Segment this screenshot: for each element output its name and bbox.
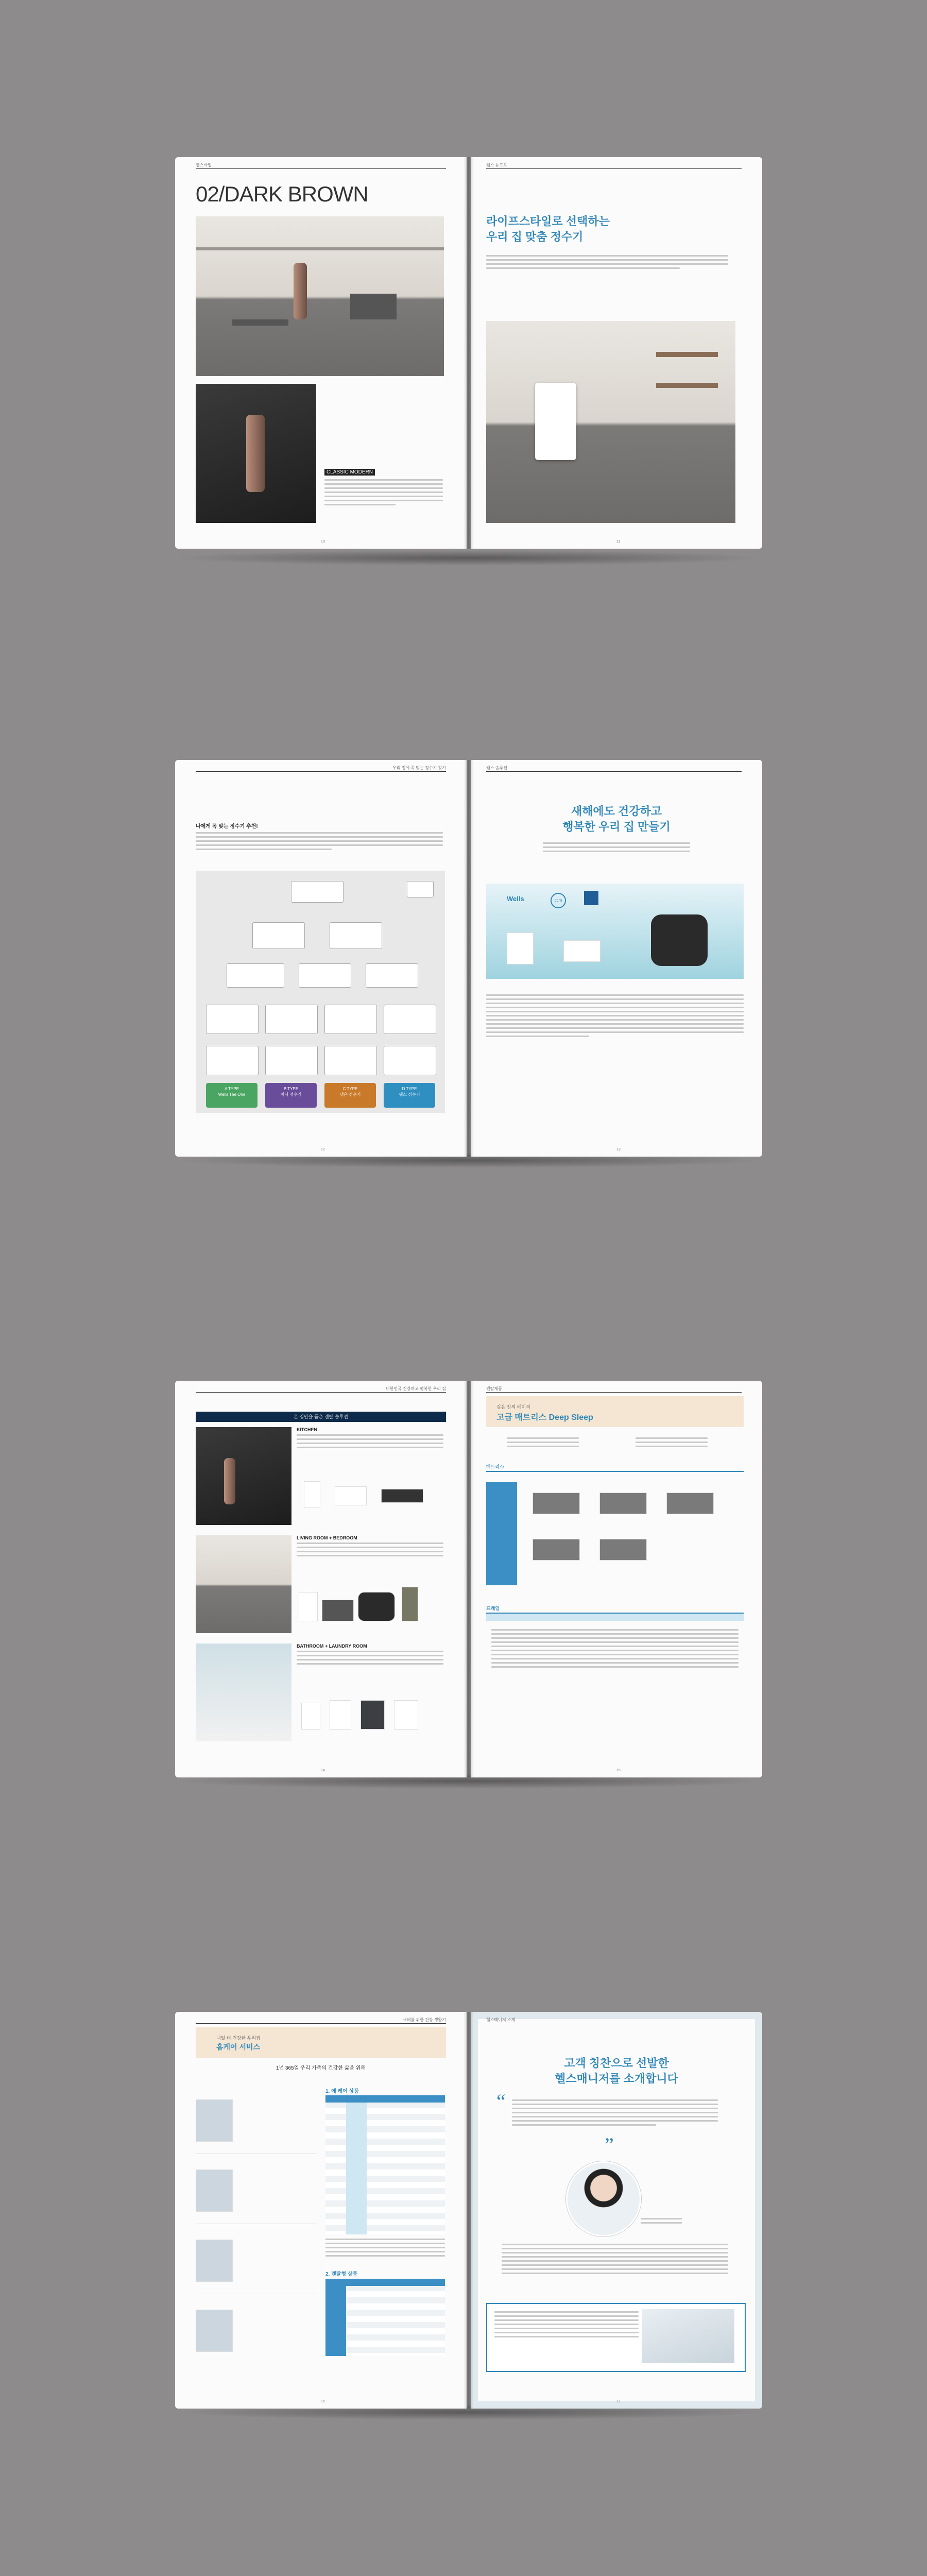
body-text bbox=[297, 1543, 443, 1559]
bathroom-photo bbox=[196, 1643, 291, 1741]
page-number: 14 bbox=[321, 1769, 325, 1772]
info-box bbox=[486, 2303, 746, 2372]
page-header: 헬스매니저 소개 bbox=[486, 2018, 516, 2022]
faucet-photo bbox=[196, 384, 316, 523]
page-number: 16 bbox=[321, 2400, 325, 2403]
spread-3 bbox=[175, 1381, 762, 1783]
step-a: A TYPE Wells The One bbox=[206, 1083, 258, 1108]
title-block bbox=[486, 1396, 744, 1427]
intro-text bbox=[507, 1437, 579, 1450]
kitchen-photo bbox=[196, 216, 444, 376]
page-number: 10 bbox=[321, 540, 325, 544]
page-header: 우리 집에 꼭 맞는 정수기 찾기 bbox=[392, 766, 446, 770]
list-title-2: 2. 렌탈형 상품 bbox=[325, 2272, 358, 2277]
frame-table bbox=[486, 1613, 744, 1717]
heading-line-2: 헬스매니저를 소개합니다 bbox=[555, 2072, 678, 2085]
mattress-table bbox=[486, 1471, 744, 1596]
section-heading: 나에게 꼭 맞는 정수기 추천! bbox=[196, 824, 258, 829]
page-left bbox=[175, 2012, 467, 2409]
step-b: B TYPE 미니 정수기 bbox=[265, 1083, 317, 1108]
heading-line-2: 우리 집 맞춤 정수기 bbox=[486, 230, 583, 243]
heading-line-1: 새해에도 건강하고 bbox=[571, 805, 662, 818]
manager-photo bbox=[566, 2161, 641, 2236]
body-text bbox=[486, 994, 744, 1040]
page-number: 12 bbox=[321, 1148, 325, 1151]
brand-logo: Wells bbox=[507, 895, 524, 903]
intro-text bbox=[543, 842, 690, 855]
spread-4 bbox=[175, 2012, 762, 2414]
step-d: D TYPE 웰스 정수기 bbox=[384, 1083, 435, 1108]
list-title-1: 1. 에 케어 상품 bbox=[325, 2089, 359, 2094]
table-title: 프레임 bbox=[486, 1606, 500, 1611]
page-header: 웰스 뉴프로 bbox=[486, 163, 507, 167]
page-header: 새해를 위한 건강 생활기 bbox=[403, 2018, 446, 2022]
page-number: 15 bbox=[616, 1769, 621, 1772]
page-header: 웰스 솔루션 bbox=[486, 766, 507, 770]
page-right bbox=[471, 760, 762, 1157]
service-list bbox=[196, 2084, 317, 2364]
page-header: 렌탈제품 bbox=[486, 1386, 502, 1391]
page-header: 대한민국 건강하고 행복한 우리 집 bbox=[385, 1386, 446, 1391]
rental-table bbox=[325, 2279, 445, 2356]
living-room-photo bbox=[196, 1535, 291, 1633]
heading bbox=[486, 214, 610, 245]
award-banner bbox=[486, 884, 744, 979]
kitchen-photo bbox=[196, 1427, 291, 1525]
heading-small: 내일 더 건강한 우리집 bbox=[216, 2036, 261, 2041]
heading-line-1: 고객 칭찬으로 선발한 bbox=[564, 2057, 669, 2070]
page-right bbox=[471, 1381, 762, 1777]
page-left bbox=[175, 1381, 467, 1777]
subheading: 1년 365일 우리 가족의 건강한 삶을 위해 bbox=[276, 2065, 366, 2071]
section-banner: 온 집안을 품은 렌탈 솔루션 bbox=[196, 1412, 446, 1422]
heading-line-1: 라이프스타일로 선택하는 bbox=[486, 215, 610, 228]
intro-text bbox=[636, 1437, 708, 1450]
step-c: C TYPE 냉온 정수기 bbox=[324, 1083, 376, 1108]
spread-2 bbox=[175, 760, 762, 1162]
table-title: 매트리스 bbox=[486, 1464, 504, 1469]
body-text bbox=[297, 1651, 443, 1667]
page-number: 11 bbox=[616, 540, 621, 544]
care-table bbox=[325, 2095, 445, 2234]
section-title: KITCHEN bbox=[297, 1427, 317, 1432]
heading-line-2: 행복한 우리 집 만들기 bbox=[562, 820, 671, 833]
page-number: 17 bbox=[616, 2400, 621, 2403]
open-quote-icon: “ bbox=[496, 2090, 506, 2113]
quote-text bbox=[512, 2099, 718, 2128]
body-text bbox=[324, 479, 443, 508]
page-right bbox=[471, 2012, 762, 2409]
heading: 고급 매트리스 Deep Sleep bbox=[496, 1413, 593, 1422]
flowchart bbox=[196, 871, 445, 1113]
close-quote-icon: ” bbox=[605, 2133, 614, 2157]
heading bbox=[471, 804, 762, 835]
page-title: 02/DARK BROWN bbox=[196, 182, 368, 206]
body-text bbox=[297, 1434, 443, 1451]
page-number: 13 bbox=[616, 1148, 621, 1151]
spread-1 bbox=[175, 157, 762, 556]
ccm-logo: ccm bbox=[551, 893, 566, 908]
water-purifier-photo bbox=[486, 321, 735, 523]
section-label: CLASSIC MODERN bbox=[324, 469, 375, 476]
section-title: LIVING ROOM + BEDROOM bbox=[297, 1535, 357, 1540]
page-left bbox=[175, 760, 467, 1157]
section-title: BATHROOM + LAUNDRY ROOM bbox=[297, 1643, 367, 1649]
heading: 홈케어 서비스 bbox=[216, 2043, 261, 2051]
page-left bbox=[175, 157, 467, 549]
body-text bbox=[196, 832, 443, 853]
page-right bbox=[471, 157, 762, 549]
bio-text bbox=[502, 2244, 728, 2277]
body-text bbox=[486, 255, 728, 272]
title-block bbox=[196, 2027, 446, 2058]
page-header: 웰스사업 bbox=[196, 163, 212, 167]
heading bbox=[471, 2056, 762, 2087]
heading-small: 깊은 잠의 베이직 bbox=[496, 1404, 530, 1410]
